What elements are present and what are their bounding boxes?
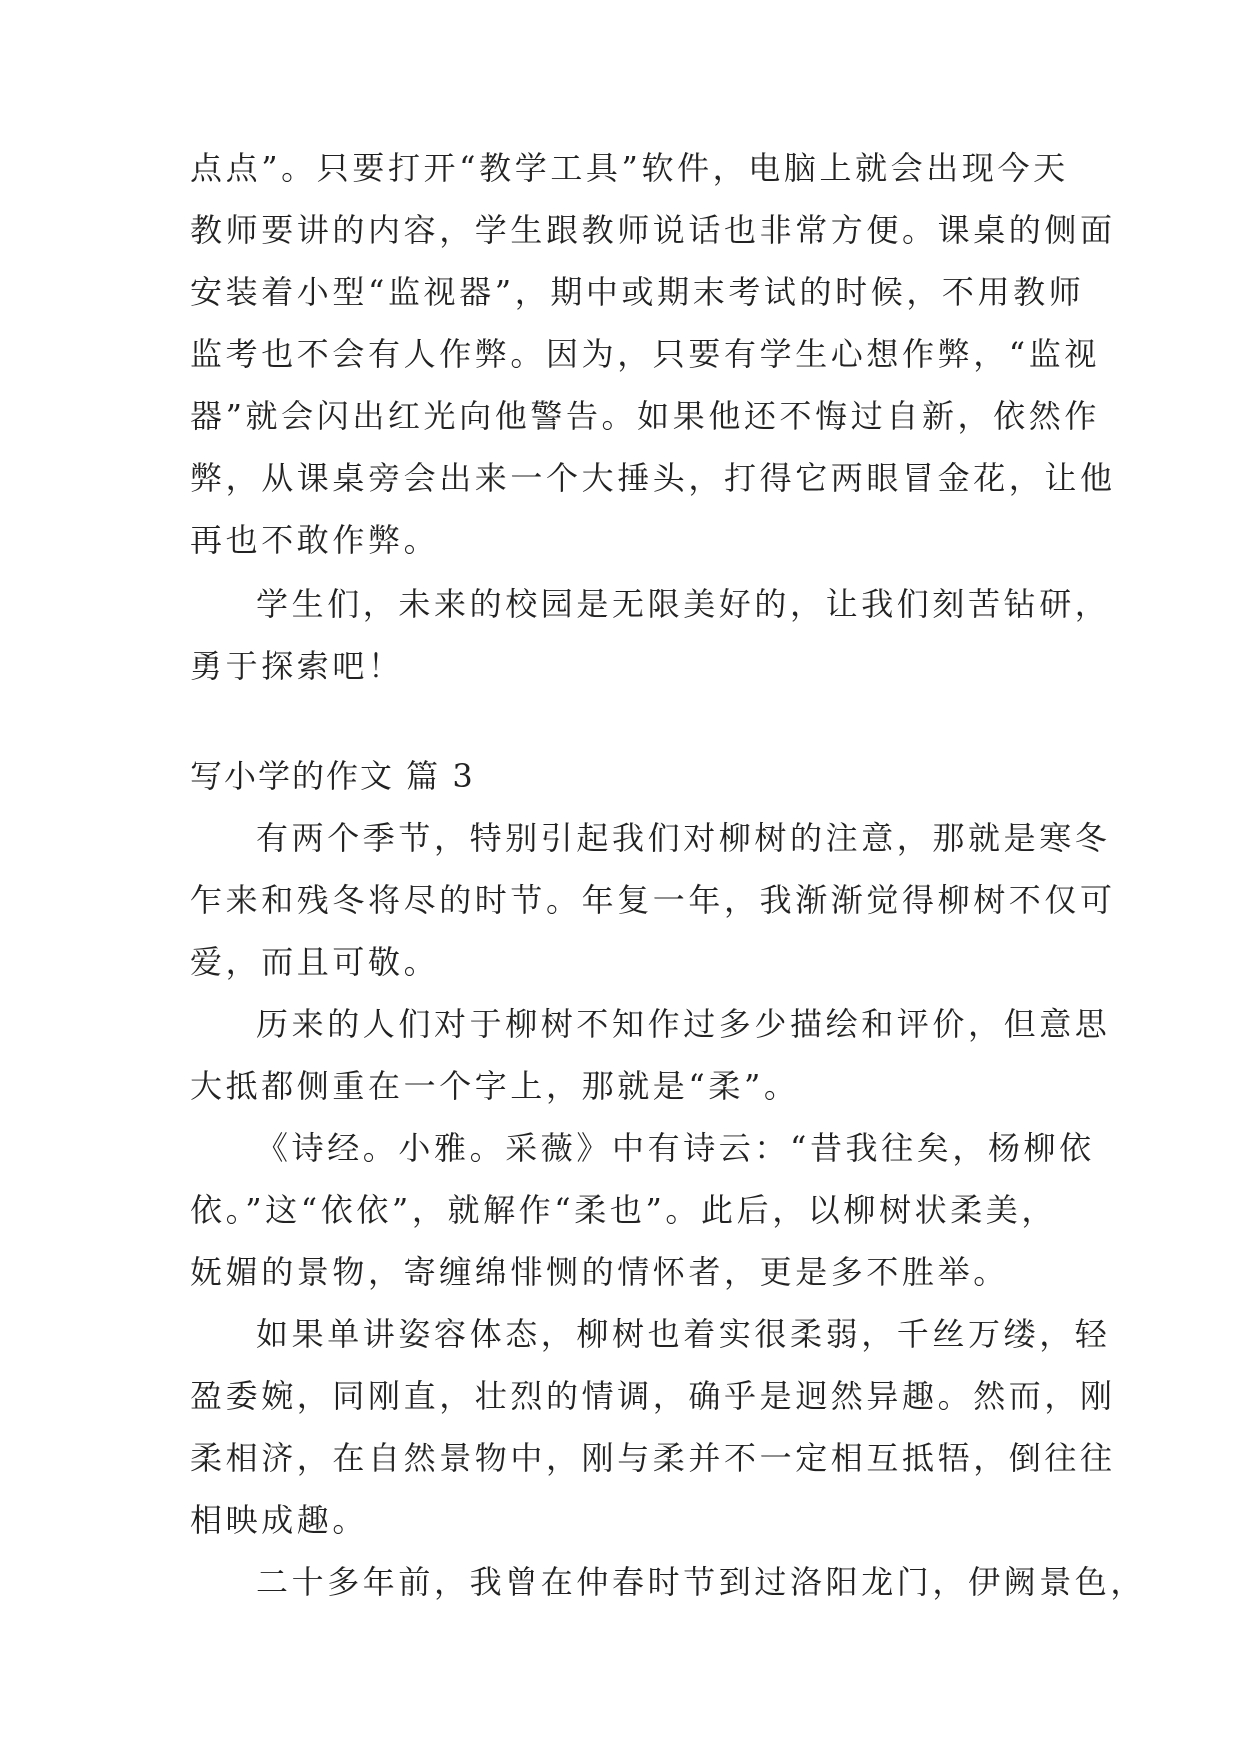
text-line: 教师要讲的内容，学生跟教师说话也非常方便。课桌的侧面 bbox=[190, 211, 1116, 249]
text-line: 妩媚的景物，寄缠绵悱恻的情怀者，更是多不胜举。 bbox=[190, 1253, 1009, 1291]
text-line: 历来的人们对于柳树不知作过多少描绘和评价，但意思 bbox=[256, 1005, 1111, 1043]
text-line: 大抵都侧重在一个字上，那就是“柔”。 bbox=[190, 1067, 800, 1105]
text-line: 勇于探索吧！ bbox=[190, 647, 404, 685]
text-line: 《诗经。小雅。采薇》中有诗云：“昔我往矣，杨柳依 bbox=[256, 1129, 1095, 1167]
text-line: 乍来和残冬将尽的时节。年复一年，我渐渐觉得柳树不仅可 bbox=[190, 881, 1116, 919]
text-line: 点点”。只要打开“教学工具”软件，电脑上就会出现今天 bbox=[190, 149, 1069, 187]
text-line: 监考也不会有人作弊。因为，只要有学生心想作弊，“监视 bbox=[190, 335, 1100, 373]
text-line: 器”就会闪出红光向他警告。如果他还不悔过自新，依然作 bbox=[190, 397, 1100, 435]
text-line: 盈委婉，同刚直，壮烈的情调，确乎是迥然异趣。然而，刚 bbox=[190, 1377, 1116, 1415]
text-line: 弊，从课桌旁会出来一个大捶头，打得它两眼冒金花，让他 bbox=[190, 459, 1116, 497]
text-line: 依。”这“依依”，就解作“柔也”。此后，以柳树状柔美， bbox=[190, 1191, 1057, 1229]
section-heading: 写小学的作文 篇 3 bbox=[190, 757, 475, 795]
text-line: 安装着小型“监视器”，期中或期末考试的时候，不用教师 bbox=[190, 273, 1085, 311]
text-line: 柔相济，在自然景物中，刚与柔并不一定相互抵牾，倒往往 bbox=[190, 1439, 1116, 1477]
text-line: 爱，而且可敬。 bbox=[190, 943, 440, 981]
text-line: 再也不敢作弊。 bbox=[190, 521, 440, 559]
text-line: 有两个季节，特别引起我们对柳树的注意，那就是寒冬 bbox=[256, 819, 1111, 857]
text-line: 如果单讲姿容体态，柳树也着实很柔弱，千丝万缕，轻 bbox=[256, 1315, 1111, 1353]
text-line: 相映成趣。 bbox=[190, 1501, 369, 1539]
text-line: 学生们，未来的校园是无限美好的，让我们刻苦钻研， bbox=[256, 585, 1111, 623]
text-line: 二十多年前，我曾在仲春时节到过洛阳龙门，伊阙景色， bbox=[256, 1563, 1147, 1601]
